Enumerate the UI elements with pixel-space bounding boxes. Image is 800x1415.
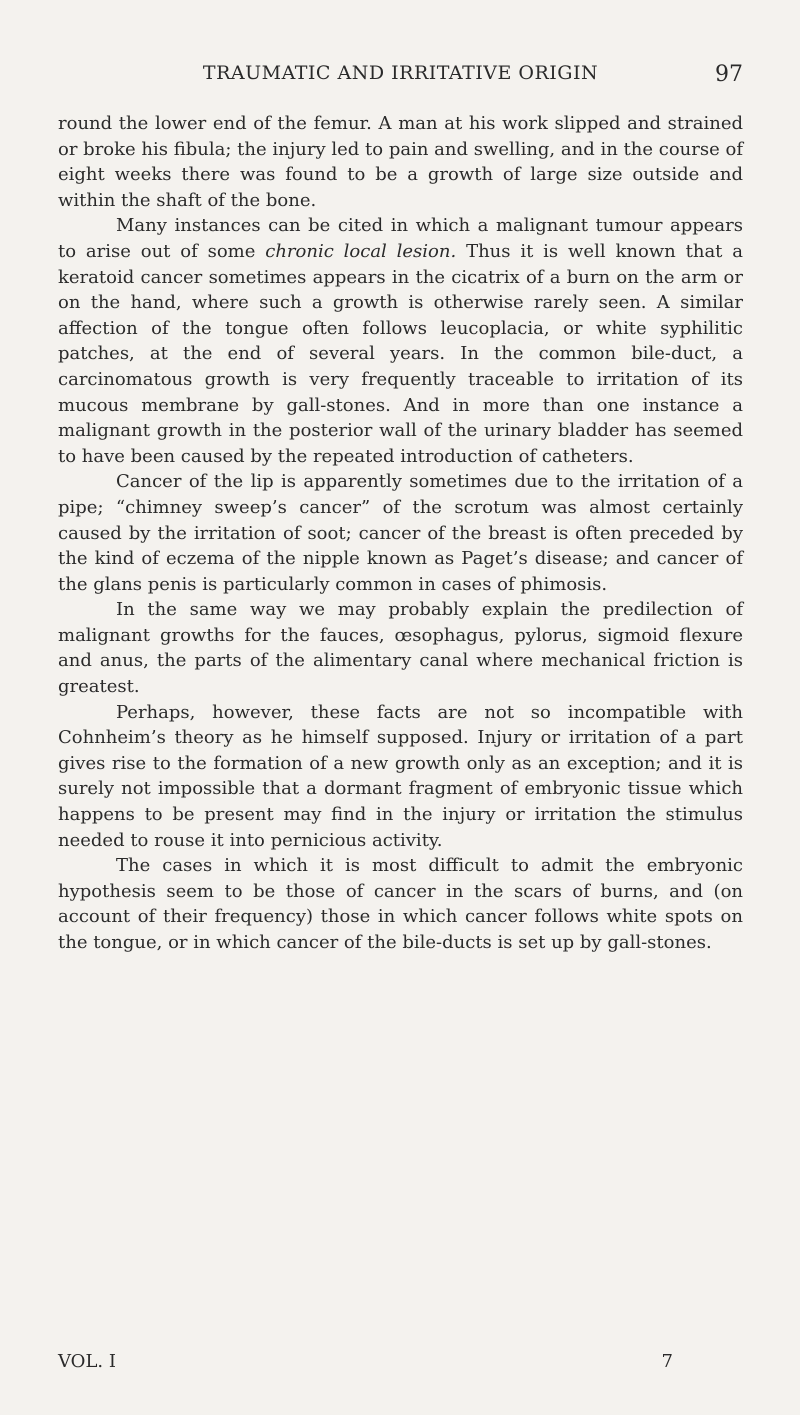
paragraph-text: Thus it is well known that a keratoid cancer sometimes appears in the cicatrix of a burn on the arm or on the hand, where such a growth is otherwise rarely seen. A similar affection of the tongue often follows leucoplacia, or white syphilitic patches, at the end of several years. In the common bile-duct, a carcinomatous growth is very frequently traceable to irritation of its mucous membrane by gall-stones. And in more than one instance a malignant growth in the posterior wall of the urinary bladder has seemed to have been caused by the repeated introduction of catheters. [58, 240, 743, 467]
paragraph: Cancer of the lip is apparently sometimes due to the irritation of a pipe; “chimney sweep’s cancer” of the scrotum was almost certainly caused by the irritation of soot; cancer of the breast is often preceded by the kind of eczema of the nipple known as Paget’s disease; and cancer of the glans penis is particularly common in cases of phimosis. [58, 471, 743, 595]
running-head: TRAUMATIC AND IRRITATIVE ORIGIN [202, 62, 599, 84]
paragraph [58, 213, 743, 469]
signature-mark: 7 [661, 1351, 673, 1372]
volume-mark: VOL. I [58, 1351, 116, 1372]
paragraph: Perhaps, however, these facts are not so incompatible with Cohnheim’s theory as he himself supposed. Injury or irritation of a part gives rise to the formation of a new growth only as an exception; and it is surely not impossible that a dormant fragment of embryonic tissue which happens to be present may find in the injury or irritation the stimulus needed to rouse it into pernicious activity. [58, 701, 743, 851]
page-footer [58, 1351, 743, 1381]
paragraph: In the same way we may probably explain the predilection of malignant growths for the fauces, œsophagus, pylorus, sigmoid flexure and anus, the parts of the alimentary canal where mechanical friction is greatest. [58, 599, 743, 698]
page-header [58, 62, 743, 92]
page-number: 97 [715, 62, 743, 87]
paragraph: round the lower end of the femur. A man at his work slipped and strained or broke his fibula; the injury led to pain and swelling, and in the course of eight weeks there was found to be a growth of large size outside and within the shaft of the bone. [58, 113, 743, 211]
body-text [58, 111, 743, 956]
paragraph-text: Many instances can be cited in which a malignant tumour appears to arise out of some [58, 215, 743, 262]
emphasis-text: chronic local lesion. [265, 240, 457, 262]
paragraph: The cases in which it is most difficult to admit the embryonic hypothesis seem to be those of cancer in the scars of burns, and (on account of their frequency) those in which cancer follows white spots on the tongue, or in which cancer of the bile-ducts is set up by gall-stones. [58, 855, 743, 953]
